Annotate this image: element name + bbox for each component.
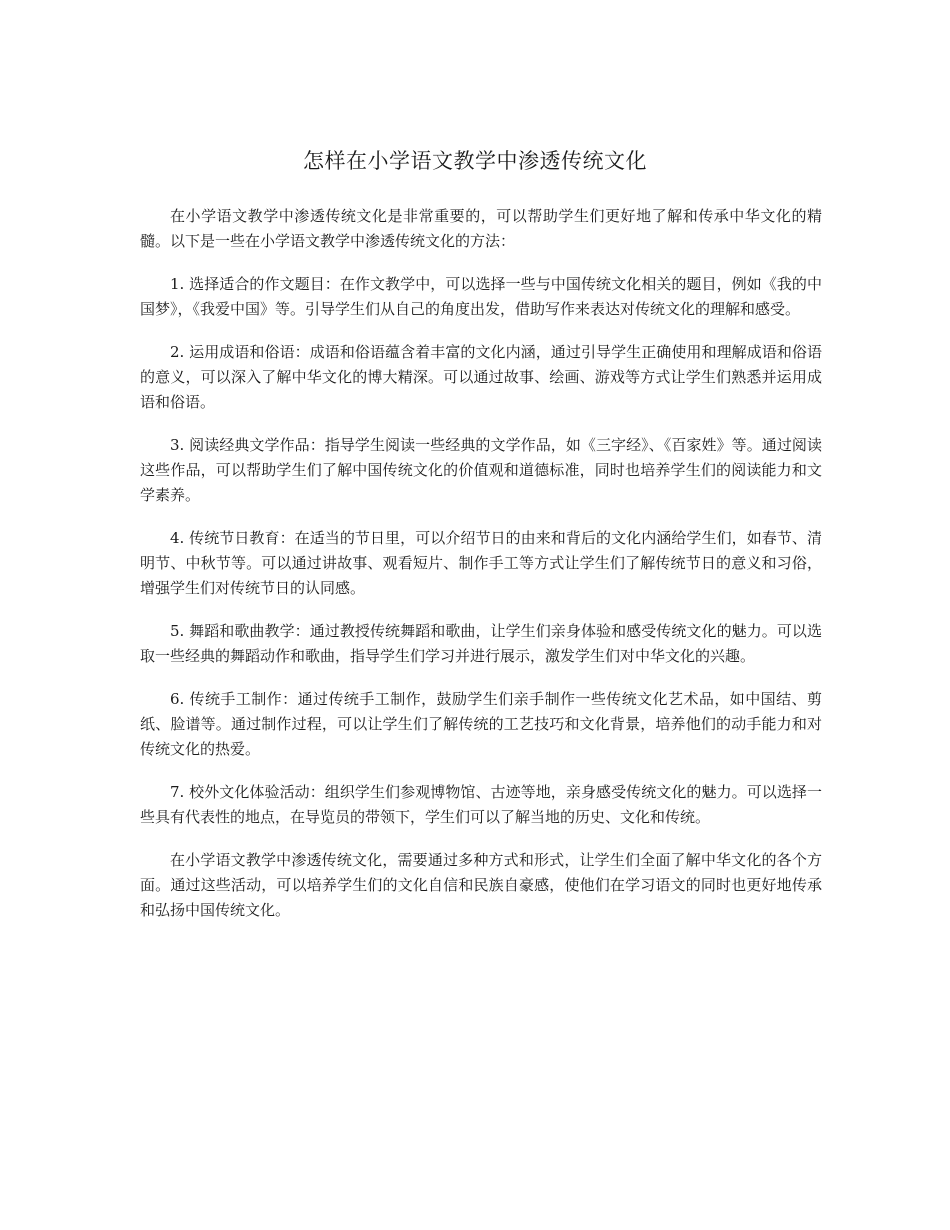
- method-paragraph-1: 1. 选择适合的作文题目：在作文教学中，可以选择一些与中国传统文化相关的题目，例如《我的中国梦》，《我爱中国》等。引导学生们从自己的角度出发，借助写作来表达对传统文化的理解和感受。: [140, 275, 822, 318]
- method-paragraph-4: 4. 传统节日教育：在适当的节日里，可以介绍节日的由来和背后的文化内涵给学生们，如春节、清明节、中秋节等。可以通过讲故事、观看短片、制作手工等方式让学生们了解传统节日的意义和习俗，增强学生们对传统节日的认同感。: [140, 529, 822, 597]
- document-title: 怎样在小学语文教学中渗透传统文化: [303, 149, 647, 173]
- conclusion-paragraph: 在小学语文教学中渗透传统文化，需要通过多种方式和形式，让学生们全面了解中华文化的各个方面。通过这些活动，可以培养学生们的文化自信和民族自豪感，使他们在学习语文的同时也更好地传承和弘扬中国传统文化。: [140, 851, 822, 919]
- method-paragraph-5: 5. 舞蹈和歌曲教学：通过教授传统舞蹈和歌曲，让学生们亲身体验和感受传统文化的魅力。可以选取一些经典的舞蹈动作和歌曲，指导学生们学习并进行展示，激发学生们对中华文化的兴趣。: [140, 622, 822, 665]
- method-paragraph-3: 3. 阅读经典文学作品：指导学生阅读一些经典的文学作品，如《三字经》、《百家姓》等。通过阅读这些作品，可以帮助学生们了解中国传统文化的价值观和道德标准，同时也培养学生们的阅读能力和文学素养。: [140, 436, 822, 504]
- method-paragraph-7: 7. 校外文化体验活动：组织学生们参观博物馆、古迹等地，亲身感受传统文化的魅力。可以选择一些具有代表性的地点，在导览员的带领下，学生们可以了解当地的历史、文化和传统。: [140, 783, 822, 826]
- document-body: [140, 204, 822, 941]
- method-paragraph-2: 2. 运用成语和俗语：成语和俗语蕴含着丰富的文化内涵，通过引导学生正确使用和理解成语和俗语的意义，可以深入了解中华文化的博大精深。可以通过故事、绘画、游戏等方式让学生们熟悉并运用成语和俗语。: [140, 343, 822, 411]
- method-paragraph-6: 6. 传统手工制作：通过传统手工制作，鼓励学生们亲手制作一些传统文化艺术品，如中国结、剪纸、脸谱等。通过制作过程，可以让学生们了解传统的工艺技巧和文化背景，培养他们的动手能力和对传统文化的热爱。: [140, 690, 822, 758]
- intro-paragraph: 在小学语文教学中渗透传统文化是非常重要的，可以帮助学生们更好地了解和传承中华文化的精髓。以下是一些在小学语文教学中渗透传统文化的方法：: [140, 207, 822, 250]
